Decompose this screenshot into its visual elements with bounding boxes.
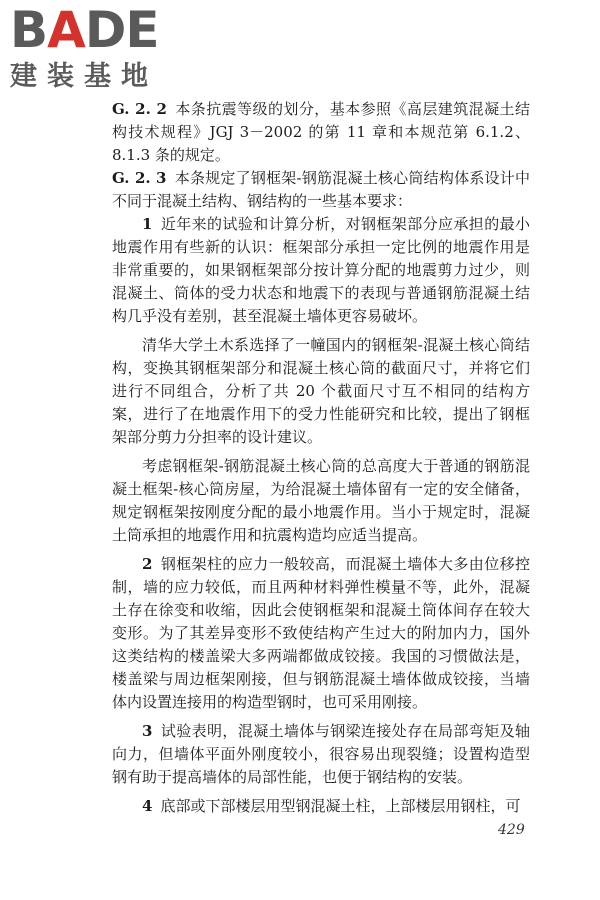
logo-letters-de: DE bbox=[84, 1, 159, 59]
item-4 bbox=[112, 795, 530, 818]
logo-subtitle: 建装基地 bbox=[10, 61, 158, 92]
paragraph-text: 本条规定了钢框架-钢筋混凝土核心筒结构体系设计中不同于混凝土结构、钢结构的一些基本要求： bbox=[112, 169, 530, 210]
paragraph-text: 本条抗震等级的划分，基本参照《高层建筑混凝土结构技术规程》JGJ 3－2002 的第 11 章和本规范第 6.1.2、8.1.3 条的规定。 bbox=[112, 100, 530, 164]
section-label: G. 2. 2 bbox=[112, 100, 167, 118]
paragraph-g-2-3 bbox=[112, 167, 530, 213]
logo-letter-b: B bbox=[10, 1, 48, 59]
logo-letter-a: A bbox=[47, 1, 85, 59]
paragraph-text: 考虑钢框架-钢筋混凝土核心筒的总高度大于普通的钢筋混凝土框架-核心筒房屋，为给混凝土墙体留有一定的安全储备，规定钢框架按刚度分配的最小地震作用。当小于规定时，混凝土筒承担的地震作用和抗震构造均应适当提高。 bbox=[112, 457, 530, 544]
item-number: 1 bbox=[142, 215, 153, 233]
paragraph-text: 试验表明，混凝土墙体与钢梁连接处存在局部弯矩及轴向力，但墙体平面外刚度较小，很容易出现裂缝；设置构造型钢有助于提高墙体的局部性能，也便于钢结构的安装。 bbox=[112, 722, 530, 786]
logo-wordmark bbox=[10, 1, 180, 59]
paragraph-text: 近年来的试验和计算分析，对钢框架部分应承担的最小地震作用有些新的认识：框架部分承担一定比例的地震作用是非常重要的，如果钢框架部分按计算分配的地震剪力过少，则混凝土、筒体的受力状态和地震下的表现与普通钢筋混凝土结构几乎没有差别，甚至混凝土墙体更容易破坏。 bbox=[112, 215, 530, 325]
item-2 bbox=[112, 553, 530, 714]
item-3 bbox=[112, 720, 530, 789]
paragraph-text: 钢框架柱的应力一般较高，而混凝土墙体大多由位移控制，墙的应力较低，而且两种材料弹性模量不等，此外，混凝土存在徐变和收缩，因此会使钢框架和混凝土筒体间存在较大变形。为了其差异变形不致使结构产生过大的附加内力，国外这类结构的楼盖梁大多两端都做成铰接。我国的习惯做法是，楼盖梁与周边框架刚接，但与钢筋混凝土墙体做成铰接，当墙体内设置连接用的构造型钢时，也可采用刚接。 bbox=[112, 555, 530, 711]
item-number: 2 bbox=[142, 555, 153, 573]
paragraph-tsinghua bbox=[112, 334, 530, 449]
paragraph-text: 清华大学土木系选择了一幢国内的钢框架-混凝土核心筒结构，变换其钢框架部分和混凝土核心筒的截面尺寸，并将它们进行不同组合，分析了共 20 个截面尺寸互不相同的结构方案，进行了在地震作用下的受力性能研究和比较，提出了钢框架部分剪力分担率的设计建议。 bbox=[112, 336, 530, 446]
page-number: 429 bbox=[498, 822, 525, 838]
bade-logo bbox=[10, 1, 180, 92]
section-label: G. 2. 3 bbox=[112, 169, 167, 187]
paragraph-text: 底部或下部楼层用型钢混凝土柱，上部楼层用钢柱，可 bbox=[160, 797, 521, 815]
item-number: 4 bbox=[142, 797, 153, 815]
paragraph-consider bbox=[112, 455, 530, 547]
document-body bbox=[112, 98, 530, 818]
item-1 bbox=[112, 213, 530, 328]
item-number: 3 bbox=[142, 722, 153, 740]
paragraph-g-2-2 bbox=[112, 98, 530, 167]
